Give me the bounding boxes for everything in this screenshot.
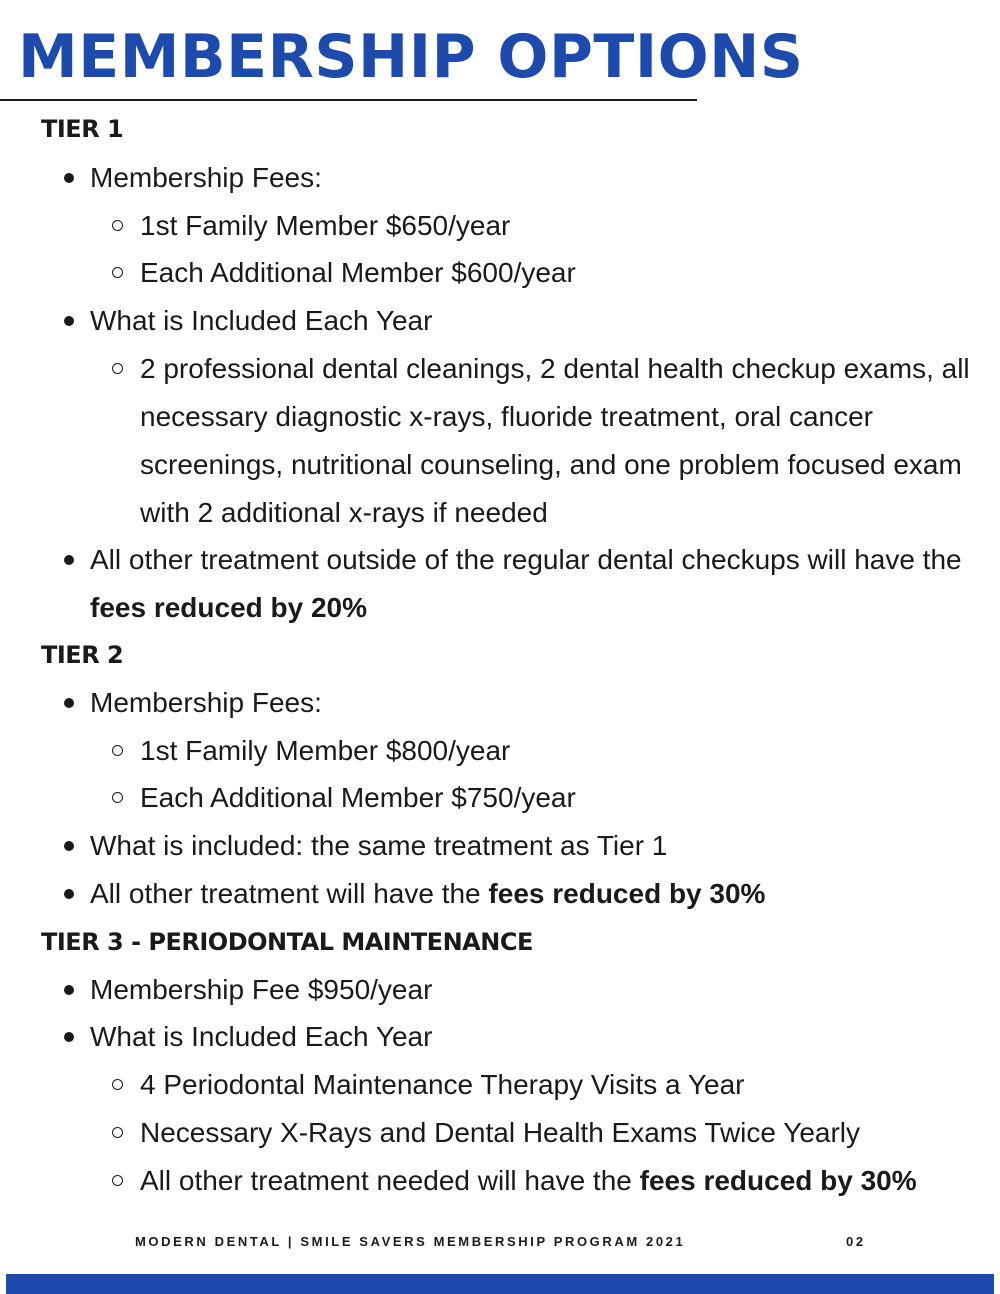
footer-accent-bar (6, 1274, 994, 1294)
tier-3-other-text: All other treatment needed will have the (140, 1165, 640, 1196)
tier-3-discount: fees reduced by 30% (639, 1165, 917, 1196)
tier-3-xrays: Necessary X-Rays and Dental Health Exams Twice Yearly (140, 1109, 995, 1157)
tier-1-fee-additional: Each Additional Member $600/year (140, 249, 995, 297)
tier-3-included-label: What is Included Each Year (90, 1013, 995, 1061)
tier-3-fee: Membership Fee $950/year (90, 966, 995, 1014)
tier-3-visits: 4 Periodontal Maintenance Therapy Visits a Year (140, 1061, 995, 1109)
footer-text: MODERN DENTAL | SMILE SAVERS MEMBERSHIP PROGRAM 2021 (135, 1234, 686, 1249)
tier-1-other-text: All other treatment outside of the regular dental checkups will have the (90, 544, 962, 575)
tier-1-discount: fees reduced by 20% (90, 592, 368, 623)
tier-2-included: What is included: the same treatment as Tier 1 (90, 822, 995, 870)
tier-2-other-text: All other treatment will have the (90, 878, 489, 909)
tier-2-discount: fees reduced by 30% (488, 878, 766, 909)
title-divider (0, 99, 697, 101)
tier-3-other-treatment (140, 1157, 995, 1205)
tier-2-fee-first: 1st Family Member $800/year (140, 727, 995, 775)
tier-1-heading: TIER 1 (41, 115, 124, 143)
tier-2-fee-additional: Each Additional Member $750/year (140, 774, 995, 822)
tier-1-included-label: What is Included Each Year (90, 297, 995, 345)
tier-2-fees-label: Membership Fees: (90, 679, 995, 727)
tier-2-other-treatment (90, 870, 995, 918)
tier-1-fee-first: 1st Family Member $650/year (140, 202, 995, 250)
tier-2-heading: TIER 2 (41, 641, 124, 669)
page-number: 02 (846, 1234, 866, 1249)
tier-1-fees-label: Membership Fees: (90, 154, 995, 202)
page-title: MEMBERSHIP OPTIONS (18, 22, 804, 92)
tier-3-heading: TIER 3 - PERIODONTAL MAINTENANCE (41, 928, 533, 956)
tier-1-other-treatment (90, 536, 995, 632)
tier-1-included-detail: 2 professional dental cleanings, 2 dental health checkup exams, all necessary diagnostic x-rays, fluoride treatment, oral cancer screenings, nutritional counseling, and one problem focused exam with 2 additional x-rays if needed (140, 345, 995, 537)
